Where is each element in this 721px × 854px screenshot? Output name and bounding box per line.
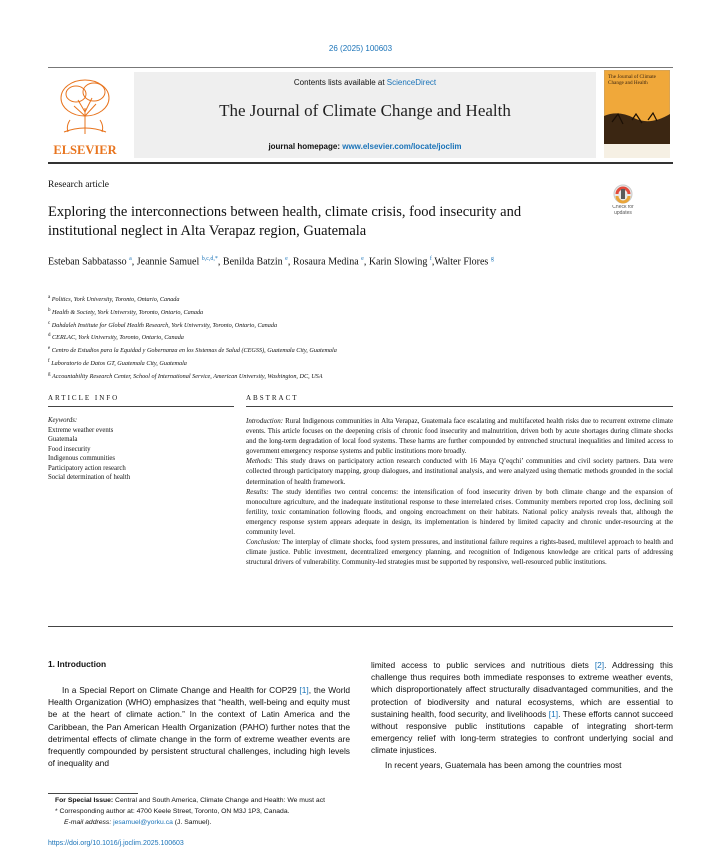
article-type: Research article [48,180,109,190]
affiliation-list [48,293,568,382]
body-text: limited access to public services and nutritious diets [371,660,595,670]
homepage-line [134,142,596,151]
author-affiliation-marker[interactable]: b,c,d,* [201,256,218,262]
keywords-label: Keywords: [48,417,78,424]
author-list [48,252,608,269]
abstract-section-label: Methods: [246,457,273,466]
author-separator: , [131,256,137,268]
journal-homepage-link[interactable]: www.elsevier.com/locate/joclim [342,142,462,151]
citation-link[interactable]: [1] [548,708,559,719]
bookmark-icon [621,189,625,199]
body-text: In a Special Report on Climate Change and Health for COP29 [62,685,300,695]
abstract-section-text: The study identifies two central concerns: the intensification of food insecurity driven by both climate change and the expansion of monoculture agriculture, and the inadequate institutional response to these interrelated crises. Community members reported crop loss, declining soil fertility, toxic contamination following floods, and ongoing encroachment on their habitats. National policy analysis reveals that, although the emergency response system appears adequate in design, its implementation is hindered by limited capacity and chronic under-resourcing at the community level. [246,487,673,537]
elsevier-logo[interactable] [48,72,122,158]
affiliation-text: CERLAC, York University, Toronto, Ontario, Canada [52,334,184,342]
abstract-heading: ABSTRACT [246,394,299,402]
affiliation-text: Laboratorio de Datos GT, Guatemala City, Guatemala [51,359,187,367]
body-paragraph [48,684,350,769]
email-suffix: (J. Samuel). [172,819,212,826]
email-link[interactable]: jesamuel@yorku.ca [113,819,173,826]
citation-link[interactable]: [1] [299,685,309,695]
affiliation-marker: f [48,358,50,364]
affiliation-marker: g [48,371,51,377]
author-name[interactable]: Benilda Batzin [222,256,283,268]
section-heading-introduction: 1. Introduction [48,659,107,669]
footnote-label: For Special Issue: [55,797,114,804]
doi-link[interactable]: https://doi.org/10.1016/j.joclim.2025.100603 [48,840,184,847]
contents-prefix: Contents lists available at [293,78,387,87]
sciencedirect-link[interactable]: ScienceDirect [386,78,437,87]
affiliation-marker: c [48,320,51,326]
header-bottom-rule [48,162,673,164]
footnote-text: Central and South America, Climate Change and Health: We must act [113,797,325,804]
affiliation-item [48,357,568,370]
keyword-item[interactable]: Indigenous communities [48,455,116,462]
keyword-item[interactable]: Food insecurity [48,445,91,453]
check-badge-label: Check for updates [612,205,634,216]
abstract-section [246,456,673,486]
body-text: . These efforts cannot succeed without responsive public institutions capable of integrating short-term emergency relief with long-term strategies to confront underlying social and climate injustices. [371,708,673,756]
abstract-body [246,416,673,567]
body-paragraph [371,659,673,757]
affiliation-item [48,370,568,383]
keyword-item[interactable]: Social determination of health [48,474,131,481]
check-for-updates-badge[interactable] [606,183,640,219]
body-paragraph: In recent years, Guatemala has been among the countries most [385,759,622,770]
abstract-section [246,487,673,537]
author-separator: , [217,256,223,268]
body-column-right [371,659,673,771]
footnote-special-issue [55,797,325,804]
author-separator: , [287,256,293,268]
abstract-rule [246,406,673,407]
abstract-section [246,416,673,456]
author-affiliation-marker[interactable]: e [361,256,364,262]
journal-title: The Journal of Climate Change and Health [219,101,511,120]
author-affiliation-marker[interactable]: g [490,256,494,262]
keyword-item[interactable]: Participatory action research [48,464,126,472]
affiliation-marker: d [48,333,51,339]
footnote-corresponding: * Corresponding author at: 4700 Keele Street, Toronto, ON M3J 1P3, Canada. [55,808,290,815]
keyword-list [48,426,234,483]
abstract-section-text: Rural Indigenous communities in Alta Verapaz, Guatemala face escalating and multifaceted health risks due to recurrent extreme climate events. This article focuses on the deepening crisis of chronic food insecurity and malnutrition, driven both by acute shortages during climate shocks and the long-term degradation of local food systems. These harms are further compounded by entrenched structural inequalities and limited access to government emergency response systems and public institutions more broadly. [246,417,673,456]
keyword-item[interactable]: Extreme weather events [48,426,114,434]
affiliation-item [48,293,568,306]
footnote-rule [48,793,138,794]
author-affiliation-marker[interactable]: a [129,256,132,262]
affiliation-item [48,319,568,332]
email-label: E-mail address: [64,819,114,826]
cover-title: The Journal of Climate Change and Health [608,74,656,86]
article-info-heading: ARTICLE INFO [48,394,120,402]
abstract-bottom-rule [48,626,673,627]
abstract-section-label: Conclusion: [246,538,281,547]
abstract-section-label: Introduction: [246,417,284,425]
journal-cover-image[interactable] [604,70,670,158]
abstract-section-label: Results: [246,487,269,496]
author-separator: , [363,256,369,268]
affiliation-marker: e [48,346,51,352]
affiliation-text: Politics, York University, Toronto, Ontario, Canada [51,296,180,304]
body-text: . Addressing this challenge thus requires both immediate responses to extreme weather events, which disproportionately affect structurally disadvantaged communities, and the protection of biodiversity and natural ecosystems, which are essential to sustaining health, food security, and livelihoods [371,660,673,719]
affiliation-text: Health & Society, York University, Toronto, Ontario, Canada [52,308,204,316]
affiliation-marker: a [48,295,51,300]
author-name[interactable]: Jeannie Samuel [136,256,200,268]
author-name[interactable]: Rosaura Medina [292,256,359,268]
author-name[interactable]: Karin Slowing [368,256,428,268]
journal-reference[interactable]: 26 (2025) 100603 [328,44,393,53]
keywords-block [48,416,234,483]
keyword-item[interactable]: Guatemala [48,436,78,443]
homepage-prefix: journal homepage: [268,142,343,151]
affiliation-text: Dahdaleh Institute for Global Health Research, York University, Toronto, Ontario, Canada [51,321,278,329]
affiliation-marker: b [48,307,51,313]
body-text: , the World Health Organization (WHO) emphasizes that “health, well-being and equity must be at the heart of climate action.” In the context of Latin America and the Caribbean, the Pan American Health Organization (PAHO) further notes that the detrimental effects of climate change in the form of extreme weather events are frequently compounded by persistent structural challenges, including high levels of inequality and [48,685,351,769]
article-info-rule [48,406,234,407]
citation-link[interactable]: [2] [594,660,605,670]
author-name[interactable]: Walter Flores [434,256,489,268]
author-affiliation-marker[interactable]: e [285,256,288,262]
abstract-section [246,537,673,567]
body-column-left [48,684,350,769]
author-separator: , [431,256,435,268]
affiliation-text: Accountability Research Center, School of International Service, American University, Washington, DC, USA [51,372,323,380]
affiliation-text: Centro de Estudios para la Equidad y Gobernanza en los Sistemas de Salud (CEGSS), Guatemala City, Guatemala [51,347,337,355]
header-top-rule [48,67,673,68]
article-title: Exploring the interconnections between health, climate crisis, food insecurity and institutional neglect in Alta Verapaz region, Guatemala [48,204,522,239]
elsevier-wordmark: ELSEVIER [53,143,117,157]
affiliation-item [48,331,568,344]
author-name[interactable]: Esteban Sabbatasso [48,256,127,268]
author-affiliation-marker[interactable]: f [429,256,432,262]
abstract-section-text: The interplay of climate shocks, food system pressures, and institutional failure requires a rights-based, multilevel approach to health and climate justice. Public investment, decentralized emergency planning, and recognition of Indigenous knowledge are critical parts of addressing structural drivers of vulnerability. Community-led strategies must be supported by responsive, well-resourced public institutions. [246,538,673,567]
affiliation-item [48,344,568,357]
contents-line [134,78,596,87]
affiliation-item [48,306,568,319]
footnote-email [64,819,211,826]
abstract-section-text: This study draws on participatory action research conducted with 16 Maya Q’eqchi’ communities and civil society partners. Data were collected through participatory mapping, group dialogues, and institutional analysis, and were analyzed using thematic methods grounded in the social determination of health framework. [246,457,674,486]
